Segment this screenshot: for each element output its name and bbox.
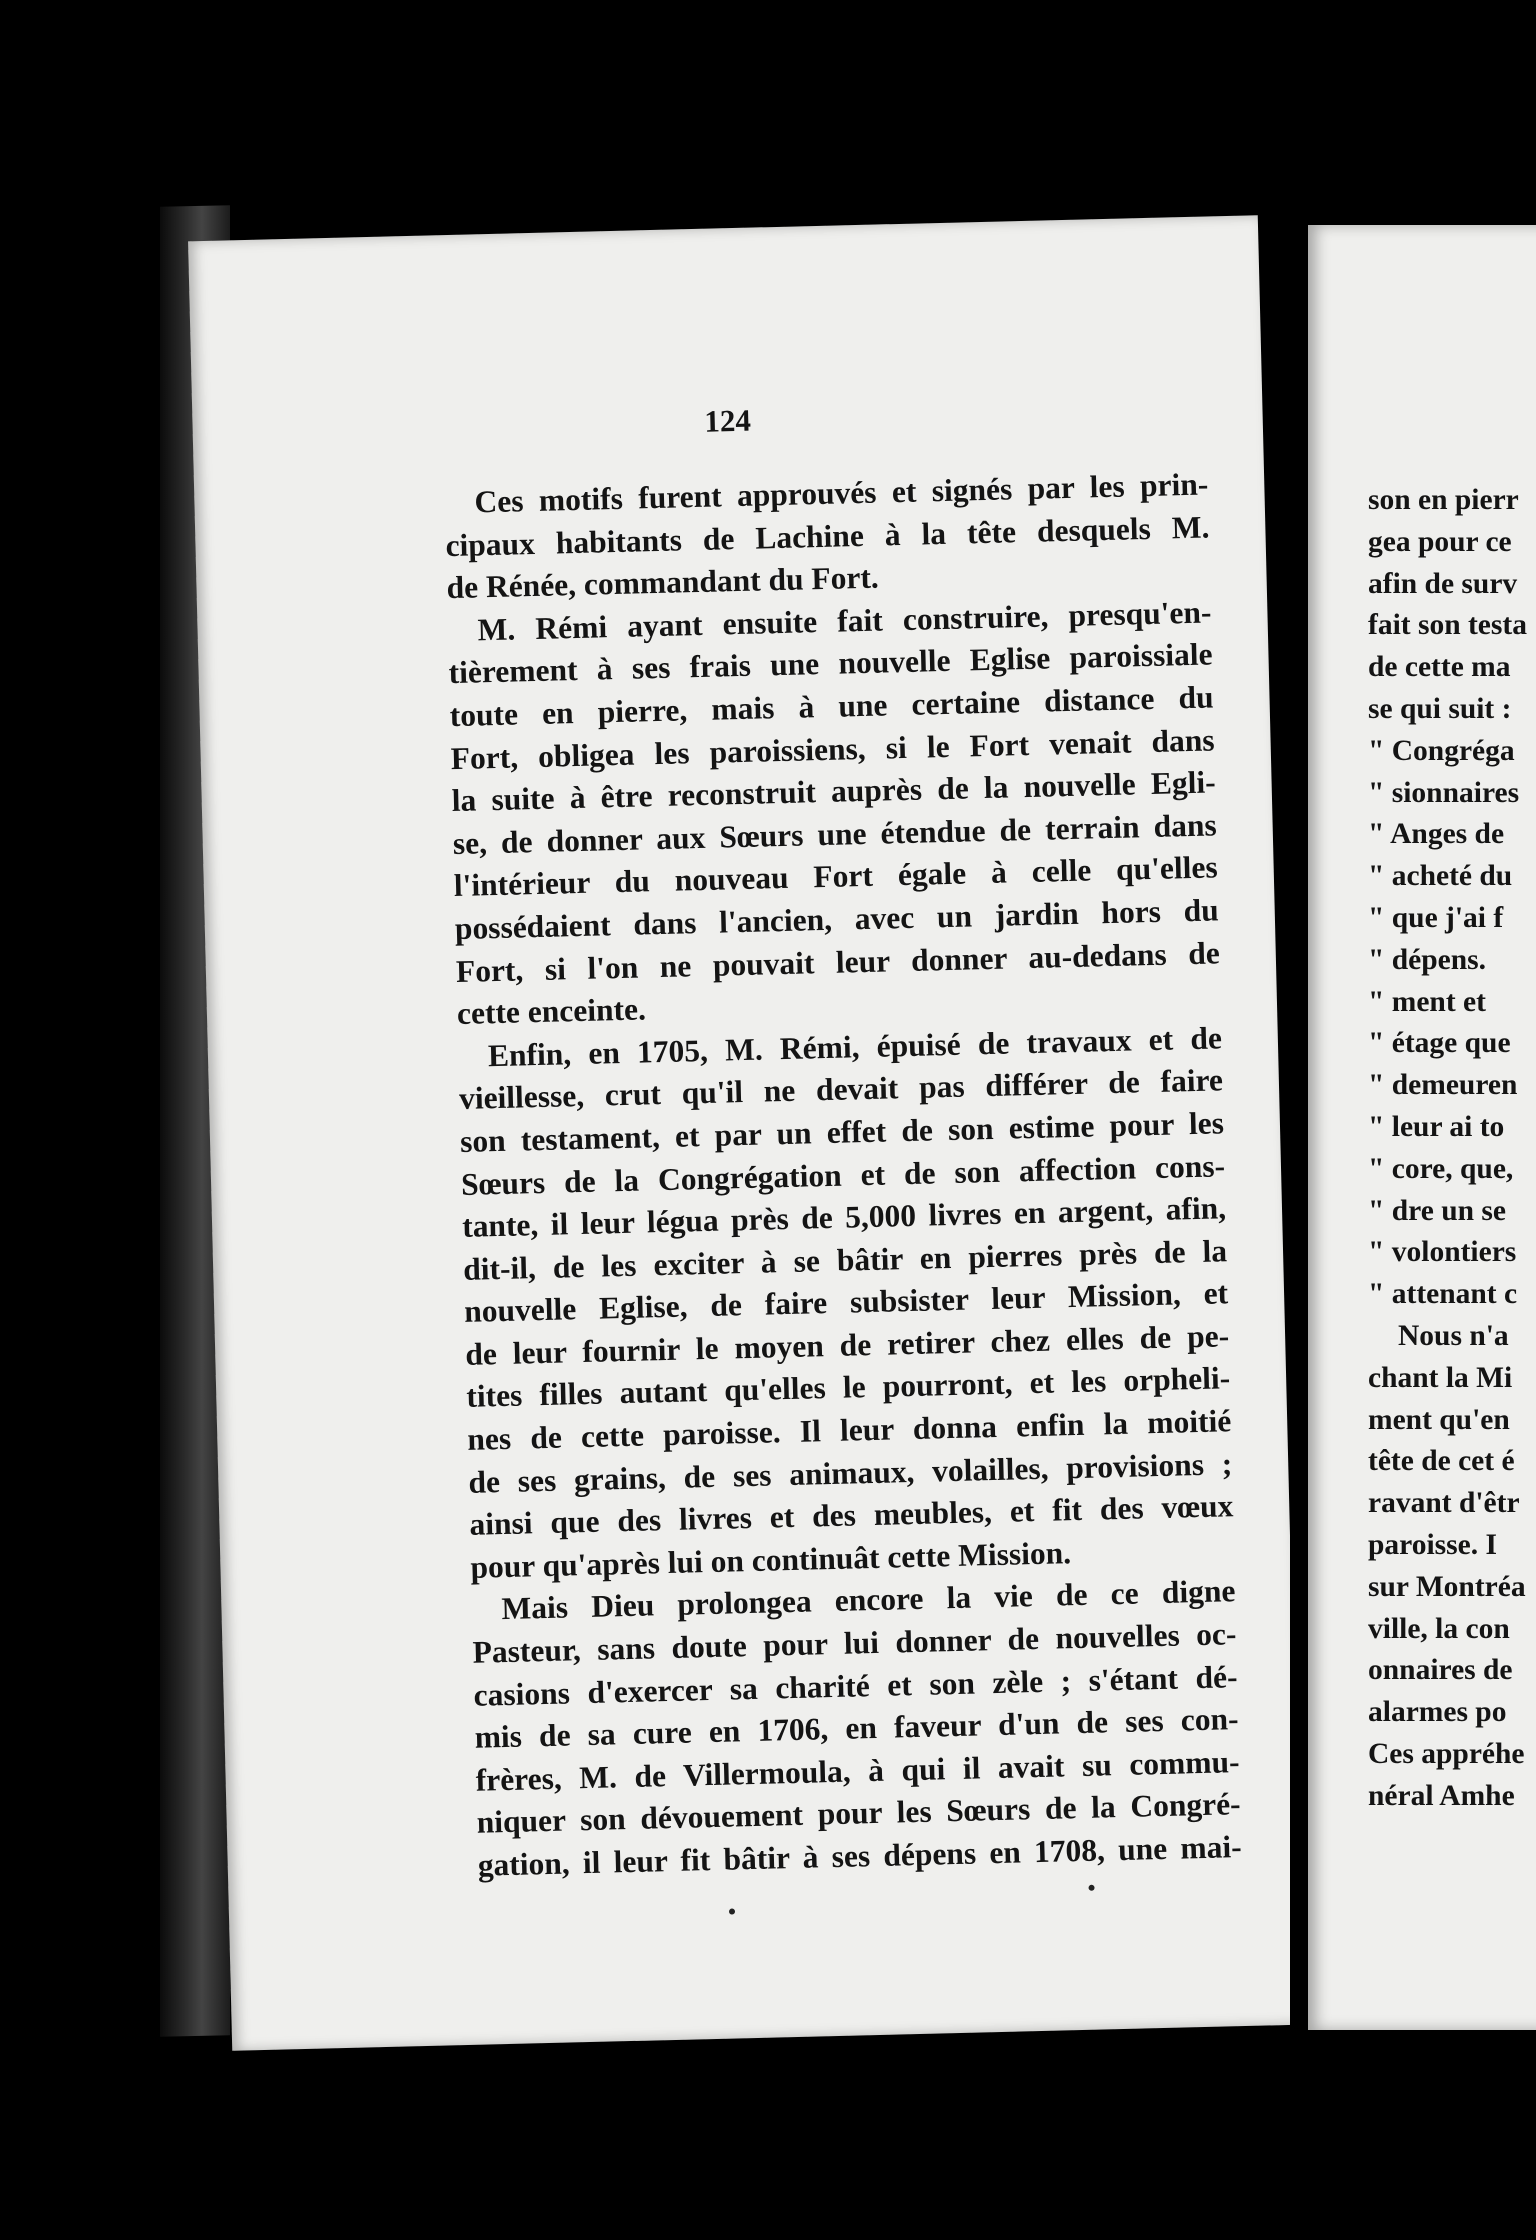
text-line: néral Amhe [1368, 1779, 1515, 1812]
text-line: " dre un se [1368, 1194, 1506, 1227]
text-line: tante, il leur légua près de 5,000 livres en argent, afin, [461, 1190, 1227, 1245]
text-line: Ces motifs furent approuvés et signés par les prin- [474, 466, 1209, 520]
text-line: se, de donner aux Sœurs une étendue de terrain dans [452, 807, 1218, 861]
text-line: mis de sa cure en 1706, en faveur d'un de ses con- [474, 1701, 1239, 1755]
text-line: nes de cette paroisse. Il leur donna enfin la moitié [466, 1403, 1232, 1457]
text-line: de Rénée, commandant du Fort. [446, 559, 880, 606]
text-line: de ses grains, de ses animaux, volailles, provisions ; [468, 1445, 1233, 1500]
text-line: " attenant c [1368, 1278, 1518, 1311]
text-line: niquer son dévouement pour les Sœurs de la Congré- [476, 1786, 1241, 1841]
text-line: paroisse. I [1368, 1528, 1497, 1561]
text-line: " ment et [1368, 985, 1486, 1018]
text-line: " leur ai to [1368, 1110, 1505, 1143]
text-line: son testament, et par un effet de son estime pour les [459, 1105, 1225, 1159]
text-line: " sionnaires [1368, 776, 1520, 809]
left-page-body-text [444, 463, 1242, 1887]
text-line: sur Montréa [1368, 1570, 1526, 1603]
text-line: tièrement à ses frais une nouvelle Eglise paroissiale [448, 636, 1213, 691]
text-line: toute en pierre, mais à une certaine distance du [449, 679, 1214, 734]
right-page-body-text [1368, 480, 1527, 1818]
text-line: de cette ma [1368, 651, 1511, 684]
text-line: " acheté du [1368, 860, 1513, 893]
text-line: possédaient dans l'ancien, avec un jardin hors du [454, 892, 1220, 946]
text-line: l'intérieur du nouveau Fort égale à celle qu'elles [453, 849, 1219, 904]
text-line: Ces appréhe [1368, 1737, 1525, 1770]
text-line: dit-il, de les exciter à se bâtir en pierres près de la [462, 1232, 1228, 1287]
text-line: " Congréga [1368, 734, 1515, 767]
page-number: 124 [703, 402, 752, 439]
text-line: Sœurs de la Congrégation et de son affection cons- [460, 1147, 1226, 1202]
ink-speck [1088, 1885, 1094, 1891]
book-gutter [1290, 210, 1310, 2030]
text-line: " demeuren [1368, 1069, 1518, 1102]
text-line: la suite à être reconstruit auprès de la nouvelle Egli- [451, 764, 1216, 819]
text-line: ainsi que des livres et des meubles, et fit des vœux [469, 1488, 1234, 1543]
text-line: Pasteur, sans doute pour lui donner de nouvelles oc- [472, 1616, 1237, 1670]
text-line: frères, M. de Villermoula, à qui il avait su commu- [475, 1743, 1240, 1798]
ink-speck [729, 1908, 735, 1914]
text-line: " Anges de [1368, 818, 1505, 851]
text-line: tites filles autant qu'elles le pourront, et les orpheli- [465, 1360, 1231, 1415]
text-line: vieillesse, crut qu'il ne devait pas différer de faire [458, 1062, 1224, 1117]
text-line: Enfin, en 1705, M. Rémi, épuisé de travaux et de [487, 1020, 1223, 1073]
text-line: se qui suit : [1368, 692, 1512, 725]
text-line: ment qu'en [1368, 1403, 1510, 1436]
text-line: " volontiers [1368, 1236, 1517, 1269]
text-line: Mais Dieu prolongea encore la vie de ce digne [501, 1573, 1236, 1627]
left-page [188, 215, 1302, 2051]
text-line: son en pierr [1368, 484, 1519, 516]
text-line: gea pour ce [1368, 525, 1512, 558]
text-line: " core, que, [1368, 1152, 1514, 1185]
text-line: Fort, obligea les paroissiens, si le Fort venait dans [450, 721, 1215, 776]
text-line: " que j'ai f [1368, 901, 1504, 934]
text-line: afin de surv [1368, 567, 1518, 600]
text-line: ravant d'êtr [1368, 1487, 1520, 1520]
text-line: alarmes po [1368, 1696, 1507, 1729]
text-line: casions d'exercer sa charité et son zèle ; s'étant dé- [473, 1658, 1238, 1713]
text-line: cipaux habitants de Lachine à la tête desquels M. [445, 509, 1210, 563]
text-line: M. Rémi ayant ensuite fait construire, presqu'en- [477, 594, 1212, 648]
text-line: Nous n'a [1398, 1319, 1509, 1352]
text-line: de leur fournir le moyen de retirer chez elles de pe- [464, 1318, 1230, 1372]
text-line: ville, la con [1368, 1612, 1510, 1645]
text-line: gation, il leur fit bâtir à ses dépens en 1708, une mai- [477, 1829, 1243, 1883]
text-line: chant la Mi [1368, 1361, 1513, 1394]
text-line: " dépens. [1368, 943, 1487, 976]
text-line: " étage que [1368, 1027, 1511, 1060]
text-line: pour qu'après lui on continuât cette Mission. [470, 1535, 1072, 1585]
text-line: onnaires de [1368, 1654, 1513, 1687]
text-line: nouvelle Eglise, de faire subsister leur Mission, et [463, 1275, 1229, 1330]
text-line: cette enceinte. [456, 991, 647, 1032]
text-line: Fort, si l'on ne pouvait leur donner au-dedans de [455, 934, 1221, 989]
text-line: tête de cet é [1368, 1445, 1515, 1478]
text-line: fait son testa [1368, 609, 1527, 642]
right-page [1308, 225, 1536, 2030]
